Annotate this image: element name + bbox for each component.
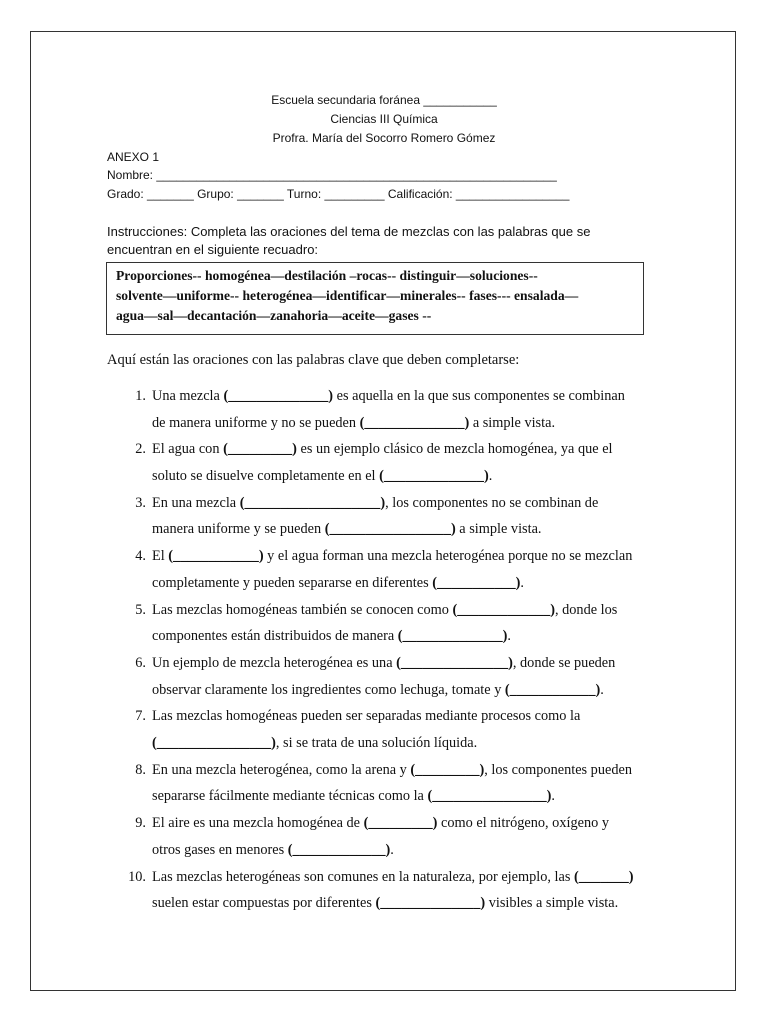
answer-blank: (_____________) <box>287 841 391 858</box>
name-field-line: Nombre: ____________________________________________________________ <box>107 168 557 182</box>
question-text-segment: componentes están distribuidos de manera <box>152 628 398 645</box>
question-number: 5. <box>135 601 146 618</box>
question-text-segment: Una mezcla <box>152 388 224 404</box>
instructions-text: Instrucciones: Completa las oraciones del tema de mezclas con las palabras que se encuentran en el siguiente recuadro: <box>107 224 591 257</box>
question-text-segment: . <box>600 681 604 698</box>
question-line <box>152 490 662 517</box>
answer-blank: (_______________) <box>396 654 513 671</box>
question-item <box>125 436 665 489</box>
answer-blank: (_____________) <box>452 601 555 618</box>
question-text-segment: visibles a simple vista. <box>485 895 619 912</box>
question-text <box>152 543 662 596</box>
question-line <box>152 543 662 570</box>
question-text-segment: suelen estar compuestas por diferentes <box>152 895 376 912</box>
answer-blank: (______________) <box>379 468 489 485</box>
question-text-segment: Un ejemplo de mezcla heterogénea es una <box>152 654 397 671</box>
question-line <box>152 597 662 624</box>
question-text-segment: a simple vista. <box>469 414 556 431</box>
question-text-segment: es un ejemplo clásico de mezcla homogénea, ya que el <box>296 441 613 458</box>
question-item <box>125 597 665 650</box>
question-number: 8. <box>135 761 146 778</box>
question-line <box>152 650 662 677</box>
word-bank-line: solvente—uniforme-- heterogénea—identificar—minerales-- fases--- ensalada— <box>116 288 579 303</box>
question-text-segment: soluto se disuelve completamente en el <box>152 468 380 485</box>
question-line <box>152 837 662 864</box>
question-number: 7. <box>135 708 146 725</box>
teacher-line: Profra. María del Socorro Romero Gómez <box>272 131 496 145</box>
question-item <box>125 757 665 810</box>
question-text-segment: En una mezcla heterogénea, como la arena y <box>152 761 411 778</box>
question-text-segment: . <box>507 628 511 645</box>
question-text-segment: separarse fácilmente mediante técnicas como la <box>152 788 428 805</box>
question-text-segment: Las mezclas homogéneas también se conocen como <box>152 601 453 618</box>
question-text-segment: Las mezclas homogéneas pueden ser separadas mediante procesos como la <box>152 708 581 725</box>
question-text-segment: Las mezclas heterogéneas son comunes en la naturaleza, por ejemplo, las <box>152 868 574 885</box>
question-text-segment: manera uniforme y se pueden <box>152 521 325 538</box>
question-item <box>125 864 665 917</box>
question-line <box>152 730 662 757</box>
answer-blank: (________________) <box>152 735 276 752</box>
question-number: 2. <box>135 441 146 458</box>
intro-text: Aquí están las oraciones con las palabras clave que deben completarse: <box>107 352 520 368</box>
question-text-segment: El aire es una mezcla homogénea de <box>152 815 364 832</box>
question-line <box>152 436 662 463</box>
answer-blank: (______________) <box>223 388 334 404</box>
question-text-segment: de manera uniforme y no se pueden <box>152 414 360 431</box>
question-text-segment: , donde los <box>554 601 618 618</box>
question-number: 1. <box>135 388 146 404</box>
answer-blank: (______________) <box>375 895 486 912</box>
question-text-segment: , si se trata de una solución líquida. <box>275 735 478 752</box>
question-number: 3. <box>135 494 146 511</box>
question-text-segment: y el agua forman una mezcla heterogénea porque no se mezclan <box>263 548 633 565</box>
question-line <box>152 810 662 837</box>
question-text-segment: observar claramente los ingredientes como lechuga, tomate y <box>152 681 505 698</box>
question-item <box>125 543 665 596</box>
question-number: 4. <box>135 548 146 565</box>
answer-blank: (___________________) <box>239 494 386 511</box>
question-text <box>152 703 662 756</box>
question-line <box>152 623 662 650</box>
answer-blank: (______________) <box>397 628 508 645</box>
question-text <box>152 436 662 489</box>
subject-line: Ciencias III Química <box>330 112 438 126</box>
answer-blank: (____________) <box>504 681 601 698</box>
question-text-segment: es aquella en la que sus componentes se combinan <box>333 388 625 404</box>
answer-blank: (___________) <box>432 574 521 591</box>
question-text <box>152 383 662 436</box>
question-line <box>152 757 662 784</box>
question-line <box>152 783 662 810</box>
question-text-segment: , los componentes no se combinan de <box>385 494 599 511</box>
question-text-segment: En una mezcla <box>152 494 240 511</box>
answer-blank: (______________) <box>359 414 470 431</box>
question-number: 10. <box>128 868 146 885</box>
answer-blank: (________________) <box>427 788 552 805</box>
question-line <box>152 463 662 490</box>
word-bank-box <box>106 262 644 335</box>
question-list <box>125 383 665 917</box>
question-text-segment: . <box>520 574 524 591</box>
word-bank-line: Proporciones-- homogénea—destilación –rocas-- distinguir—soluciones-- <box>116 268 538 283</box>
annex-label: ANEXO 1 <box>107 150 160 164</box>
question-text-segment: , los componentes pueden <box>484 761 632 778</box>
question-text-segment: El <box>152 548 169 565</box>
question-text-segment: , donde se pueden <box>512 654 616 671</box>
question-item <box>125 650 665 703</box>
answer-blank: (_________) <box>363 815 438 832</box>
question-item <box>125 490 665 543</box>
question-item <box>125 383 665 436</box>
question-text-segment: . <box>390 841 394 858</box>
question-text-segment: completamente y pueden separarse en diferentes <box>152 574 433 591</box>
question-line <box>152 383 662 410</box>
question-text-segment: a simple vista. <box>455 521 542 538</box>
question-text-segment: . <box>488 468 493 485</box>
question-line <box>152 570 662 597</box>
school-line: Escuela secundaria foránea ___________ <box>271 93 497 107</box>
question-number: 6. <box>135 654 146 671</box>
question-line <box>152 864 662 891</box>
question-text <box>152 650 662 703</box>
answer-blank: (_______) <box>573 868 634 885</box>
word-bank-line: agua—sal—decantación—zanahoria—aceite—gases -- <box>116 308 432 323</box>
question-text-segment: El agua con <box>152 441 224 458</box>
question-text-segment: . <box>551 788 555 805</box>
question-line <box>152 410 662 437</box>
question-text-segment: como el nitrógeno, oxígeno y <box>437 815 609 832</box>
question-item <box>125 810 665 863</box>
question-text-segment: otros gases en menores <box>152 841 288 858</box>
grade-group-shift-score-line: Grado: _______ Grupo: _______ Turno: _________ Calificación: _________________ <box>107 187 570 201</box>
question-line <box>152 677 662 704</box>
question-text <box>152 810 662 863</box>
question-text <box>152 864 662 917</box>
question-item <box>125 703 665 756</box>
question-text <box>152 597 662 650</box>
question-text <box>152 757 662 810</box>
answer-blank: (____________) <box>168 548 264 565</box>
question-line <box>152 516 662 543</box>
answer-blank: (_________) <box>410 761 485 778</box>
question-text <box>152 490 662 543</box>
question-line <box>152 890 662 917</box>
question-line <box>152 703 662 730</box>
question-number: 9. <box>135 815 146 832</box>
answer-blank: (_________) <box>223 441 297 458</box>
answer-blank: (_________________) <box>324 521 456 538</box>
